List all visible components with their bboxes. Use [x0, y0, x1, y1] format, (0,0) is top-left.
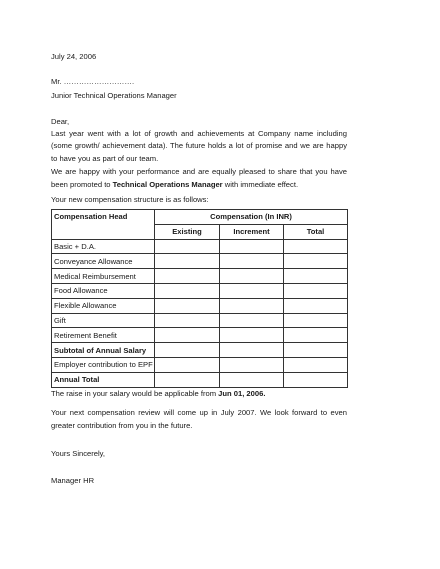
recipient-designation: Junior Technical Operations Manager	[51, 91, 177, 100]
cell-total	[284, 269, 348, 284]
intro-line: Last year went with a lot of growth and achievements at Company name including	[51, 128, 347, 138]
table-row	[52, 313, 348, 328]
promotion-line	[51, 179, 347, 192]
table-header-row	[52, 210, 348, 225]
review-line: Your next compensation review will come up in July 2007. We look forward to even	[51, 408, 347, 417]
row-label: Retirement Benefit	[52, 328, 155, 343]
cell-increment	[220, 283, 284, 298]
cell-increment	[220, 343, 284, 358]
intro-line: (some growth/ achievement data). The future holds a lot of promise and we are happy	[51, 141, 347, 151]
row-label: Gift	[52, 313, 155, 328]
cell-total	[284, 283, 348, 298]
row-label: Food Allowance	[52, 283, 155, 298]
letter-date: July 24, 2006	[51, 52, 97, 61]
table-row	[52, 254, 348, 269]
cell-existing	[155, 357, 220, 372]
row-label: Basic + D.A.	[52, 239, 155, 254]
cell-existing	[155, 313, 220, 328]
cell-existing	[155, 239, 220, 254]
cell-total	[284, 254, 348, 269]
table-row	[52, 343, 348, 358]
promotion-paragraph	[51, 166, 347, 192]
row-label: Employer contribution to EPF	[52, 357, 155, 372]
table-row	[52, 298, 348, 313]
cell-total	[284, 239, 348, 254]
recipient-name: Mr. ……………………….	[51, 77, 135, 86]
cell-existing	[155, 254, 220, 269]
cell-increment	[220, 357, 284, 372]
row-label: Subtotal of Annual Salary	[52, 343, 155, 358]
cell-increment	[220, 239, 284, 254]
table-row	[52, 283, 348, 298]
intro-paragraph	[51, 128, 347, 166]
table-row	[52, 269, 348, 284]
cell-total	[284, 328, 348, 343]
cell-existing	[155, 328, 220, 343]
raise-statement	[51, 389, 265, 399]
intro-line: to have you as part of our team.	[51, 154, 159, 164]
cell-total	[284, 313, 348, 328]
cell-existing	[155, 283, 220, 298]
cell-increment	[220, 328, 284, 343]
closing: Yours Sincerely,	[51, 449, 106, 458]
salutation: Dear,	[51, 117, 70, 126]
cell-existing	[155, 372, 220, 387]
review-paragraph	[51, 407, 347, 433]
cell-total	[284, 372, 348, 387]
compensation-table	[51, 209, 348, 388]
header-total: Total	[284, 224, 348, 239]
row-label: Flexible Allowance	[52, 298, 155, 313]
cell-total	[284, 298, 348, 313]
table-row	[52, 357, 348, 372]
table-row	[52, 328, 348, 343]
cell-increment	[220, 372, 284, 387]
cell-increment	[220, 254, 284, 269]
new-position-title: Technical Operations Manager	[112, 179, 223, 189]
cell-total	[284, 357, 348, 372]
raise-text: The raise in your salary would be applicable from	[51, 389, 219, 398]
header-compensation-head: Compensation Head	[52, 210, 155, 240]
header-compensation-group: Compensation (In INR)	[155, 210, 348, 225]
cell-existing	[155, 343, 220, 358]
signature: Manager HR	[51, 476, 95, 485]
cell-existing	[155, 298, 220, 313]
row-label: Conveyance Allowance	[52, 254, 155, 269]
row-label: Medical Reimbursement	[52, 269, 155, 284]
header-existing: Existing	[155, 224, 220, 239]
raise-date: Jun 01, 2006.	[218, 389, 266, 398]
header-increment: Increment	[220, 224, 284, 239]
cell-increment	[220, 269, 284, 284]
cell-increment	[220, 298, 284, 313]
table-row	[52, 372, 348, 387]
row-label: Annual Total	[52, 372, 155, 387]
promotion-line: We are happy with your performance and are equally pleased to share that you have	[51, 167, 347, 176]
structure-intro: Your new compensation structure is as follows:	[51, 195, 209, 204]
promotion-text: with immediate effect.	[222, 179, 299, 189]
cell-increment	[220, 313, 284, 328]
review-line: greater contribution from you in the future.	[51, 420, 193, 430]
cell-total	[284, 343, 348, 358]
table-row	[52, 239, 348, 254]
promotion-text: been promoted to	[51, 179, 113, 189]
cell-existing	[155, 269, 220, 284]
